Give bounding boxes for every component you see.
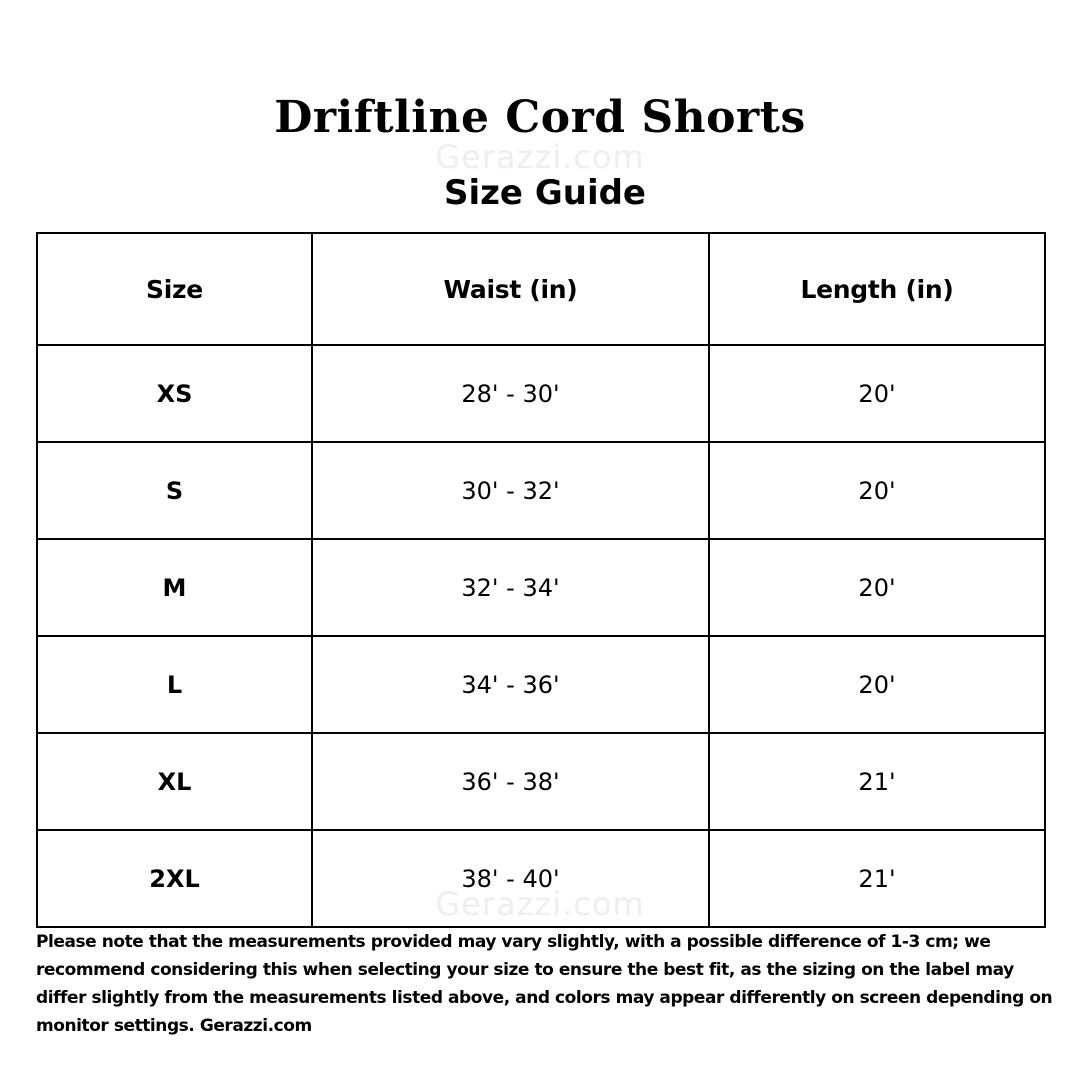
- length-cell: 20': [709, 539, 1045, 636]
- column-header-length: Length (in): [709, 233, 1045, 345]
- length-cell: 20': [709, 636, 1045, 733]
- size-table: [36, 232, 1046, 928]
- size-cell: 2XL: [37, 830, 312, 927]
- column-header-size: Size: [37, 233, 312, 345]
- table-row: [37, 442, 1045, 539]
- size-cell: XL: [37, 733, 312, 830]
- waist-cell: 34' - 36': [312, 636, 709, 733]
- page-title: Driftline Cord Shorts: [274, 92, 806, 143]
- length-cell: 20': [709, 345, 1045, 442]
- table-row: [37, 345, 1045, 442]
- size-cell: L: [37, 636, 312, 733]
- length-cell: 20': [709, 442, 1045, 539]
- length-cell: 21': [709, 733, 1045, 830]
- table-row: [37, 733, 1045, 830]
- size-cell: XS: [37, 345, 312, 442]
- table-row: [37, 636, 1045, 733]
- size-cell: S: [37, 442, 312, 539]
- waist-cell: 30' - 32': [312, 442, 709, 539]
- column-header-waist: Waist (in): [312, 233, 709, 345]
- size-cell: M: [37, 539, 312, 636]
- waist-cell: 32' - 34': [312, 539, 709, 636]
- table-row: [37, 539, 1045, 636]
- waist-cell: 38' - 40': [312, 830, 709, 927]
- length-cell: 21': [709, 830, 1045, 927]
- watermark-bottom: Gerazzi.com: [435, 885, 645, 923]
- waist-cell: 28' - 30': [312, 345, 709, 442]
- waist-cell: 36' - 38': [312, 733, 709, 830]
- watermark-top: Gerazzi.com: [435, 138, 645, 176]
- table-header-row: [37, 233, 1045, 345]
- page-subtitle: Size Guide: [444, 173, 646, 213]
- measurement-note: Please note that the measurements provided may vary slightly, with a possible difference of 1-3 cm; we recommend considering this when selecting your size to ensure the best fit, as the sizing on the label may differ slightly from the measurements listed above, and colors may appear differently on screen depending on monitor settings. Gerazzi.com: [36, 932, 1053, 1036]
